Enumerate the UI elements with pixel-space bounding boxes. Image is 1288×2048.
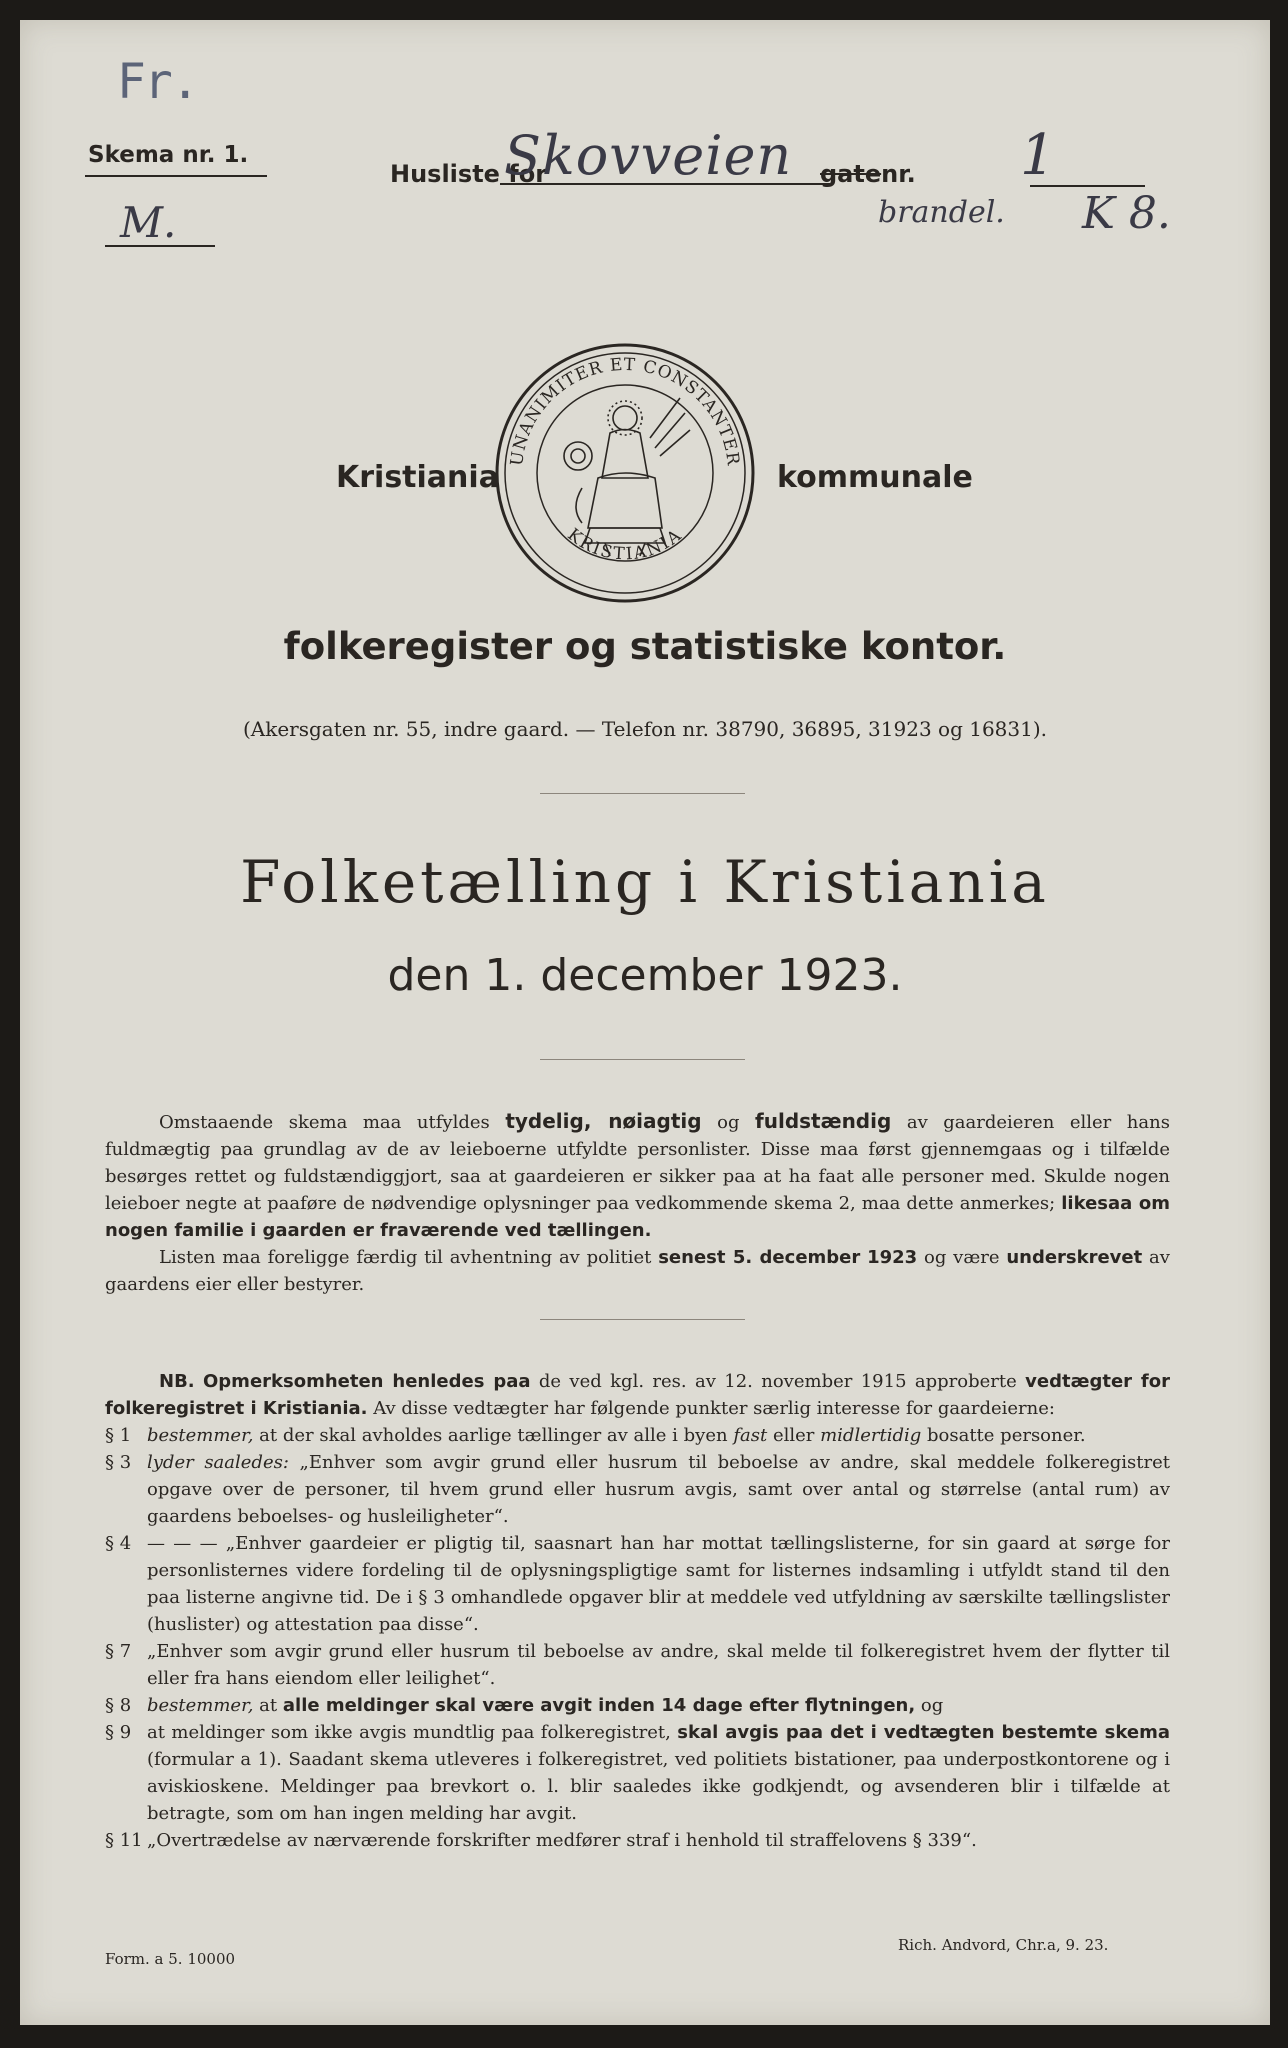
emphasis-text: tydelig, nøiagtig — [505, 1109, 702, 1133]
emphasis-text: likesaa om nogen familie i gaarden er fraværende ved tællingen. — [105, 1193, 1170, 1241]
text-span: bestemmer, — [147, 1695, 254, 1716]
statute-list — [105, 1422, 1170, 1854]
section-number: § 8 — [105, 1695, 132, 1716]
emphasis-text: senest 5. december — [658, 1247, 861, 1268]
text-span: at meldinger som ikke avgis mundtlig paa folkeregistret, — [147, 1722, 671, 1743]
number-underline — [1030, 185, 1145, 187]
section-number: § 7 — [105, 1641, 132, 1662]
statute-text: „Overtrædelse av nærværende forskrifter medfører straf i henhold til straffelovens § 339“. — [147, 1830, 977, 1851]
statute-item — [105, 1530, 1170, 1638]
section-number: § 4 — [105, 1533, 132, 1554]
text-span: bosatte personer. — [927, 1425, 1086, 1446]
statute-text — [147, 1449, 1170, 1530]
text-span: og — [717, 1112, 740, 1133]
divider — [540, 1319, 745, 1320]
kristiania-seal-emblem — [490, 338, 760, 608]
emphasis-text: Opmerksomheten henledes paa — [203, 1371, 531, 1392]
divider — [540, 793, 745, 794]
text-span: av gaardeieren eller hans fuldmægtig paa grundlag av de av leieboerne utfyldte personlister. Disse maa først gjennemgaas og i tilfælde besørges rettet og fuldstændiggjort, saa at gaardeieren er sikker paa at ha faat alle personer med. Skulde nogen leieboer negte at paaføre de nødvendige oplysninger paa vedkommende skema 2, maa dette anmerkes; — [105, 1112, 1170, 1214]
text-span: Listen maa foreligge færdig til avhentning av politiet — [159, 1247, 652, 1268]
nb-section — [105, 1368, 1170, 1854]
nr-label: nr. — [881, 160, 916, 188]
gate-nr-label — [820, 160, 916, 188]
statute-item — [105, 1422, 1170, 1449]
statute-item — [105, 1719, 1170, 1827]
form-number: Form. a 5. 10000 — [105, 1950, 236, 1968]
mark-underline — [105, 245, 215, 247]
husliste-label: Husliste for — [390, 160, 548, 188]
text-span: „Enhver som avgir grund eller husrum til beboelse av andre, skal meddele folkeregistret opgave over de personer, til hvem grund eller husrum avgis, samt over antal og størrelse (antal rum) av gaardens beboelses- og husleiligheter“. — [147, 1452, 1171, 1527]
text-span: Av disse vedtægter har følgende punkter særlig interesse for gaardeierne: — [373, 1398, 1055, 1419]
svg-text:KRISTIANIA — [563, 525, 686, 565]
text-span: at der skal avholdes aarlige tællinger av alle i byen — [259, 1425, 728, 1446]
statute-item — [105, 1449, 1170, 1530]
text-span: de ved kgl. res. av 12. november 1915 approberte — [538, 1371, 1017, 1392]
section-number: § 3 — [105, 1452, 132, 1473]
section-number: § 1 — [105, 1425, 132, 1446]
skema-handwritten-mark: M. — [120, 198, 177, 247]
divider — [540, 1059, 745, 1060]
nb-intro — [105, 1368, 1170, 1422]
statute-text: „Enhver som avgir grund eller husrum til beboelse av andre, skal melde til folkeregistret hvem der flytter til eller fra hans eiendom eller leilighet“. — [147, 1641, 1170, 1689]
text-span: lyder saaledes: — [147, 1452, 289, 1473]
office-address: (Akersgaten nr. 55, indre gaard. — Telefon nr. 38790, 36895, 31923 og 16831). — [242, 717, 1048, 741]
statute-text: — — — „Enhver gaardeier er pligtig til, saasnart han har mottat tællingslisterne, for sin gaard at sørge for personlisternes videre fordeling til de oplysningspligtige samt for listernes indsamling i utfyldt stand til den paa listerne angivne tid. De i § 3 omhandlede opgaver blir at meddele ved utfyldning av særskilte tællingslister (huslister) og attestation paa disse“. — [147, 1533, 1170, 1635]
statute-item — [105, 1638, 1170, 1692]
statute-text — [147, 1422, 1170, 1449]
text-span: at — [259, 1695, 278, 1716]
emphasis-text: underskrevet — [1006, 1247, 1143, 1268]
seal-city: KRISTIANIA — [563, 524, 687, 565]
document-title: Folketælling i Kristiania — [240, 848, 1050, 916]
text-span: (formular a 1). Saadant skema utleveres i folkeregistret, ved politiets bistationer, paa underpostkontorene og i aviskioskene. Meldinger paa brevkort o. l. blir saaledes ikke godkjendt, og avsenderen blir i tilfælde at betragte, som om han ingen melding har avgit. — [147, 1749, 1170, 1824]
instructions-paragraph-1 — [105, 1108, 1170, 1244]
nb-label: NB. — [159, 1371, 195, 1392]
svg-text:UNANIMITER ET CONSTANTER — [507, 355, 743, 468]
statute-text — [147, 1719, 1170, 1827]
instructions-paragraph-2 — [105, 1244, 1170, 1298]
text-span: Omstaaende skema maa utfyldes — [159, 1112, 490, 1133]
census-form-page — [20, 20, 1270, 2025]
handwritten-code: K 8. — [1082, 188, 1171, 239]
emphasis-text: 1923 — [867, 1247, 918, 1268]
printer-imprint: Rich. Andvord, Chr.a, 9. 23. — [898, 1936, 1109, 1954]
text-span: og være — [923, 1247, 1000, 1268]
seal-motto: UNANIMITER ET CONSTANTER — [507, 354, 743, 468]
skema-label: Skema nr. 1. — [88, 142, 249, 168]
instructions-section — [105, 1108, 1170, 1298]
text-span: bestemmer, — [147, 1425, 254, 1446]
document-date: den 1. december 1923. — [387, 950, 903, 1001]
text-span: av gaardens eier eller bestyrer. — [105, 1247, 1170, 1295]
statute-text — [147, 1692, 1170, 1719]
statute-item — [105, 1827, 1170, 1854]
office-right-text: kommunale — [777, 460, 973, 495]
text-span: og — [920, 1695, 944, 1716]
text-span: fast — [733, 1425, 768, 1446]
text-span: midlertidig — [820, 1425, 922, 1446]
section-number: § 11 — [105, 1830, 143, 1851]
text-span: eller — [772, 1425, 815, 1446]
emphasis-text: vedtægter for folkeregistret i Kristiania. — [105, 1371, 1171, 1419]
office-name: folkeregister og statistiske kontor. — [283, 625, 1007, 668]
fr-stamp: Fr. — [117, 54, 198, 110]
skema-underline — [85, 175, 267, 177]
section-number: § 9 — [105, 1722, 132, 1743]
office-left-text: Kristiania — [336, 460, 499, 495]
emphasis-text: fuldstændig — [755, 1109, 892, 1133]
gate-label-struck: gate — [820, 160, 882, 188]
house-number-handwritten: 1 — [1020, 123, 1056, 188]
emphasis-text: alle meldinger skal være avgit inden 14 dage efter flytningen, — [282, 1695, 916, 1716]
street-underline — [500, 183, 830, 185]
handwritten-note: brandel. — [878, 195, 1005, 230]
husliste-street-handwritten: Skovveien — [504, 124, 793, 187]
statute-item — [105, 1692, 1170, 1719]
emphasis-text: skal avgis paa det i vedtægten bestemte skema — [677, 1722, 1170, 1743]
